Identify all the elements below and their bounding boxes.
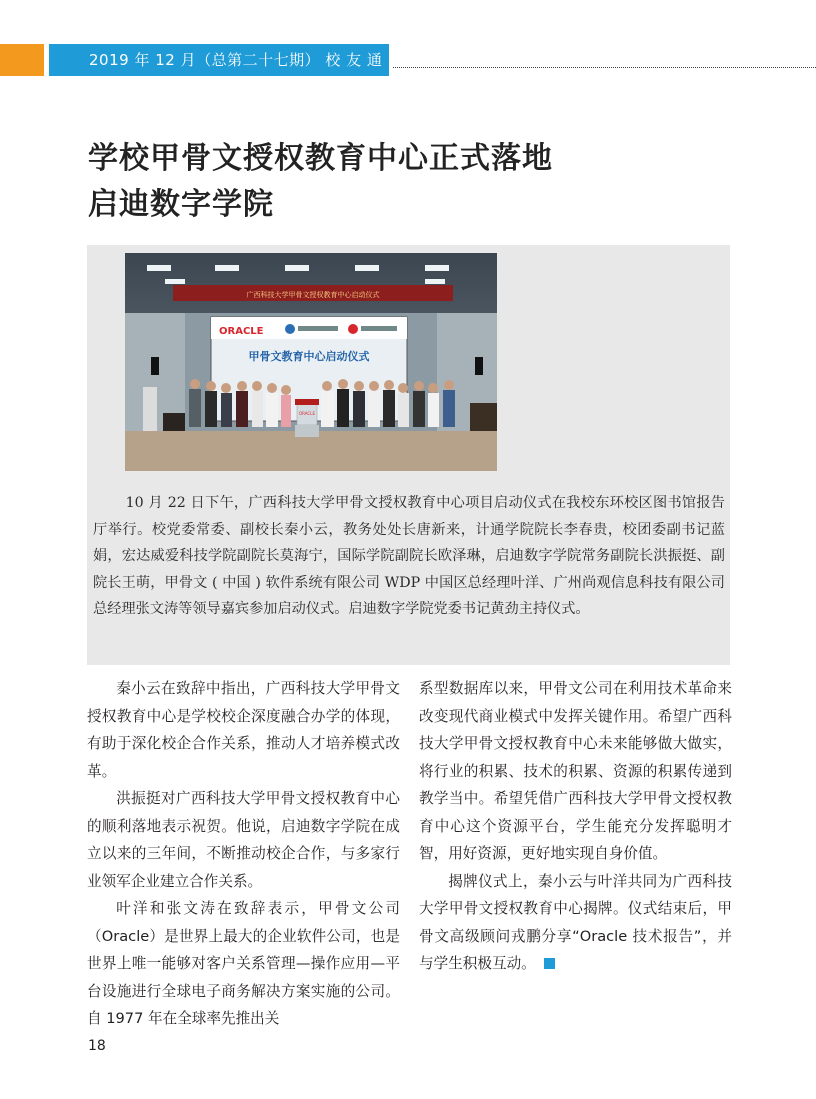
body-column-left [87, 675, 400, 1033]
article-title-line2: 启迪数字学院 [88, 187, 274, 222]
caption-text: 10 月 22 日下午，广西科技大学甲骨文授权教育中心项目启动仪式在我校东环校区图书馆报告厅举行。校党委常委、副校长秦小云，教务处处长唐新来，计通学院院长李春贵，校团委副书记蓝娟，宏达威爱科技学院副院长莫海宁，国际学院副院长欧泽琳，启迪数字学院常务副院长洪振挺、副院长王萌，甲骨文 ( 中国 ) 软件系统有限公司 WDP 中国区总经理叶洋、广州尚观信息科技有限公司总经理张文涛等领导嘉宾参加启动仪式。启迪数字学院党委书记黄劲主持仪式。 [93, 495, 725, 617]
body-paragraph: 揭牌仪式上，秦小云与叶洋共同为广西科技大学甲骨文授权教育中心揭牌。仪式结束后，甲骨文高级顾问戎鹏分享“Oracle 技术报告”，并与学生积极互动。 [419, 872, 732, 972]
header-accent-bar [0, 44, 44, 76]
body-paragraph: 叶洋和张文涛在致辞表示，甲骨文公司（Oracle）是世界上最大的企业软件公司，也是世界上唯一能够对客户关系管理—操作应用—平台设施进行全球电子商务解决方案实施的公司。自 1977 年在全球率先推出关 [87, 900, 400, 1027]
oracle-logo: ORACLE [219, 326, 264, 337]
article-title-line1: 学校甲骨文授权教育中心正式落地 [88, 141, 553, 176]
photo-banner-text: 广西科技大学甲骨文授权教育中心启动仪式 [246, 291, 380, 299]
screen-title: 甲骨文教育中心启动仪式 [248, 350, 370, 363]
issue-header: 2019 年 12 月（总第二十七期） 校 友 通 讯 [49, 44, 389, 76]
page-number: 18 [88, 1038, 106, 1054]
article-title [88, 136, 553, 228]
body-paragraph: 洪振挺对广西科技大学甲骨文授权教育中心的顺利落地表示祝贺。他说，启迪数字学院在成立以来的三年间，不断推动校企合作，与多家行业领军企业建立合作关系。 [87, 790, 400, 890]
ceremony-photo [125, 253, 497, 471]
body-paragraph: 系型数据库以来，甲骨文公司在利用技术革命来改变现代商业模式中发挥关键作用。希望广西科技大学甲骨文授权教育中心未来能够做大做实，将行业的积累、技术的积累、资源的积累传递到教学当中。希望凭借广西科技大学甲骨文授权教育中心这个资源平台，学生能充分发挥聪明才智，用好资源，更好地实现自身价值。 [419, 680, 732, 862]
photo-caption [93, 490, 725, 623]
body-column-right [419, 675, 732, 978]
end-of-article-mark [544, 958, 555, 969]
header-divider [393, 67, 816, 68]
plaque-logo: ORACLE [299, 411, 315, 416]
body-paragraph: 秦小云在致辞中指出，广西科技大学甲骨文授权教育中心是学校校企深度融合办学的体现，有助于深化校企合作关系，推动人才培养模式改革。 [87, 680, 400, 780]
